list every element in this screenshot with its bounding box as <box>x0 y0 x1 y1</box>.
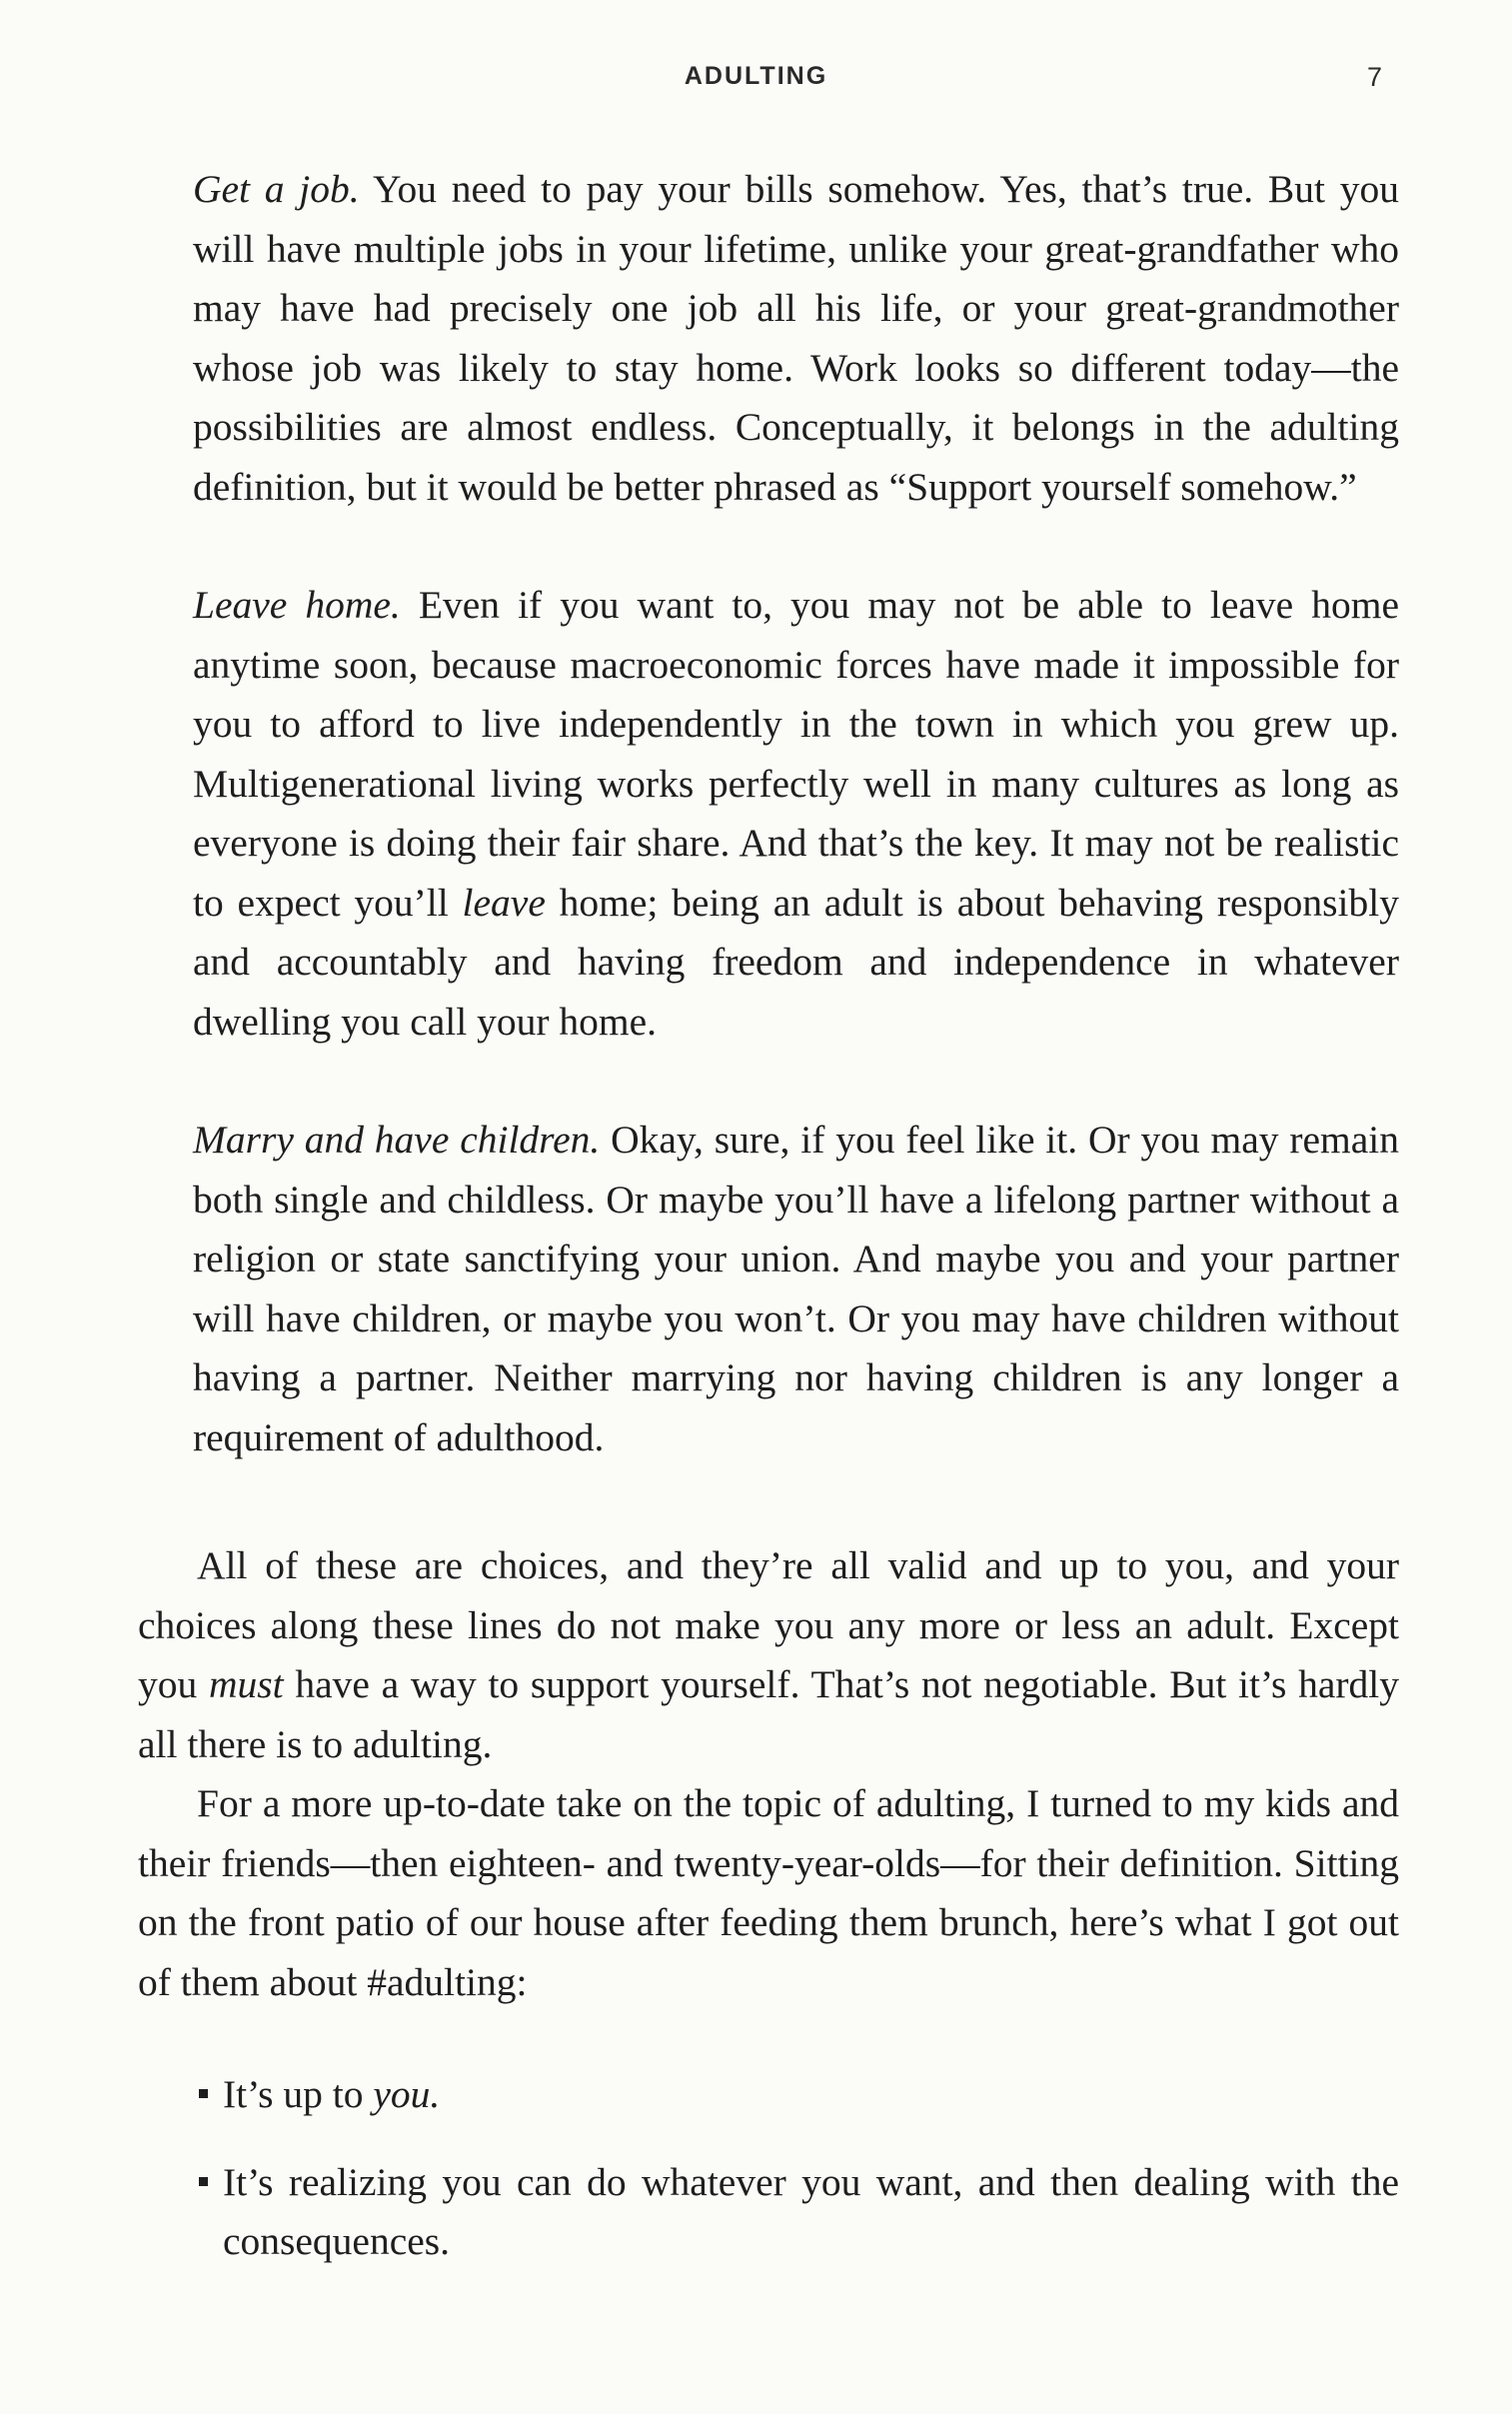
definition-term: Marry and have children. <box>193 1118 601 1162</box>
paragraph-text: have a way to support yourself. That’s not negotiable. But it’s hardly all there is to adulting. <box>138 1662 1399 1766</box>
definition-text: Even if you want to, you may not be able to leave home anytime soon, because macroeconomic forces have made it impossible for you to afford to live independently in the town in which you grew up. Multigenerational living works perfectly well in many cultures as long as everyone is doing their fair share. And that’s the key. It may not be realistic to expect you’ll <box>193 583 1400 925</box>
definition-text: Okay, sure, if you feel like it. Or you may remain both single and childless. Or maybe you’ll have a lifelong partner without a religion or state sanctifying your union. And maybe you and your partner will have children, or maybe you won’t. Or you may have children without having a partner. Neither marrying nor having children is any longer a requirement of adulthood. <box>193 1118 1400 1459</box>
paragraph-text: For a more up-to-date take on the topic of adulting, I turned to my kids and their friends—then eighteen- and twenty-year-olds—for their definition. Sitting on the front patio of our house after feeding them brunch, here’s what I got out of them about #adulting: <box>138 1781 1399 2004</box>
definition-leave-home <box>193 576 1399 1052</box>
bullet-item <box>223 2153 1399 2272</box>
paragraph-choices <box>138 1536 1399 1774</box>
definition-get-a-job <box>193 160 1399 517</box>
square-bullet-icon <box>199 2089 208 2098</box>
definition-text: home; being an adult is about behaving responsibly and accountably and having freedom and independence in whatever dwelling you call your home. <box>193 880 1399 1044</box>
bullet-list <box>138 2065 1399 2272</box>
bullet-text: It’s up to <box>223 2072 374 2116</box>
paragraph-text: All of these are choices, and they’re all valid and up to you, and your choices along these lines do not make you any more or less an adult. Except you <box>138 1543 1399 1706</box>
bullet-item <box>223 2065 1399 2125</box>
square-bullet-icon <box>199 2177 208 2186</box>
paragraph-up-to-date <box>138 1774 1399 2012</box>
definition-term: Leave home. <box>193 583 401 627</box>
definition-text: You need to pay your bills somehow. Yes, that’s true. But you will have multiple jobs in your lifetime, unlike your great-grandfather who may have had precisely one job all his life, or your great-grandmother whose job was likely to stay home. Work looks so different today—the possibilities are almost endless. Conceptually, it belongs in the adulting definition, but it would be better phrased as “Support yourself somehow.” <box>193 167 1400 509</box>
emphasis-word: must <box>208 1662 284 1706</box>
definition-term: Get a job. <box>193 167 360 211</box>
emphasis-word: you. <box>373 2072 441 2116</box>
body-text <box>138 160 1399 2300</box>
bullet-text: It’s realizing you can do whatever you want, and then dealing with the consequences. <box>223 2159 1399 2263</box>
emphasis-word: leave <box>462 880 546 925</box>
running-title: ADULTING <box>684 62 828 90</box>
definition-marry-and-have-children <box>193 1111 1399 1467</box>
page-number: 7 <box>1367 62 1383 92</box>
